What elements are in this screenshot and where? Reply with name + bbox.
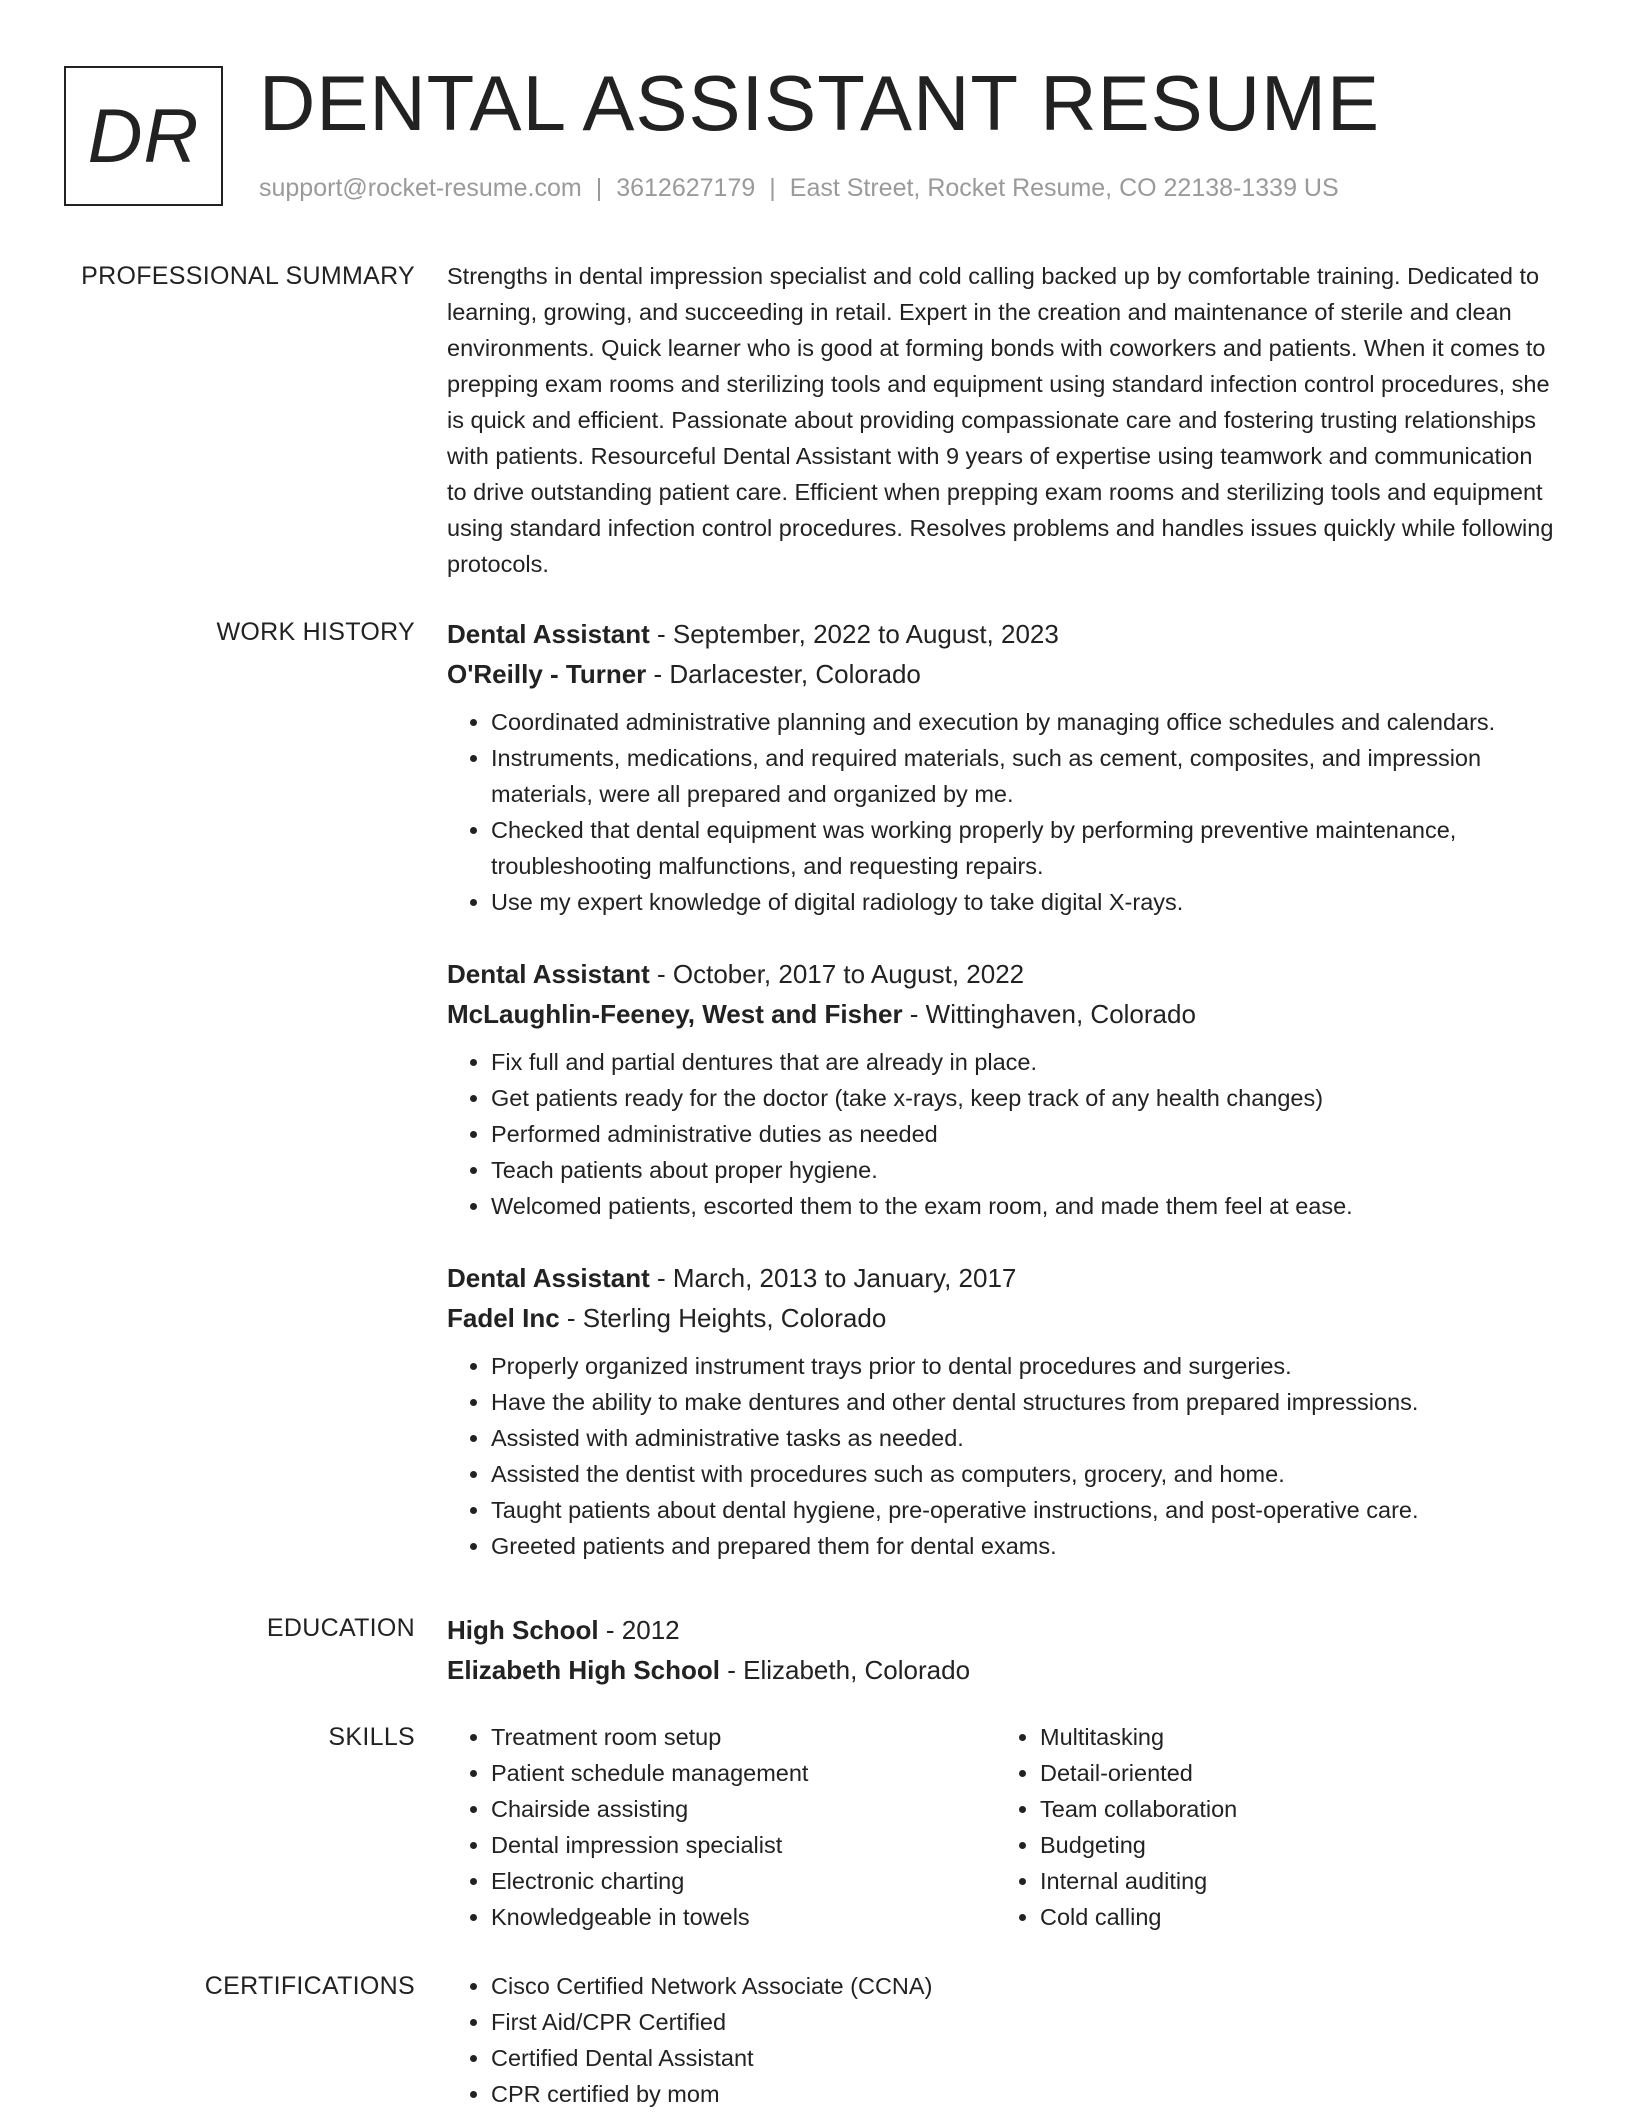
skills-content [447, 1719, 1557, 1935]
education-location: - Elizabeth, Colorado [720, 1655, 971, 1685]
list-item: • Certified Dental Assistant [491, 2040, 996, 2076]
job-location: - Darlacester, Colorado [646, 659, 921, 689]
contact-email[interactable]: support@rocket-resume.com [259, 174, 582, 202]
job-title-line [447, 1258, 1557, 1298]
list-item: • Cold calling [1040, 1899, 1545, 1935]
list-item: • Team collaboration [1040, 1791, 1545, 1827]
list-item: • Patient schedule management [491, 1755, 996, 1791]
job-company-line [447, 654, 1557, 694]
skills-list-left [447, 1719, 996, 1935]
contact-address: East Street, Rocket Resume, CO 22138-1339 US [789, 174, 1339, 202]
list-item: • Assisted the dentist with procedures such as computers, grocery, and home. [491, 1456, 1557, 1492]
list-item: • Welcomed patients, escorted them to the exam room, and made them feel at ease. [491, 1188, 1557, 1224]
list-item: • Greeted patients and prepared them for dental exams. [491, 1528, 1557, 1564]
list-item: • Knowledgeable in towels [491, 1899, 996, 1935]
list-item: • Cisco Certified Network Associate (CCNA) [491, 1968, 996, 2004]
contact-line [259, 174, 1339, 203]
section-label-summary: PROFESSIONAL SUMMARY [81, 262, 415, 290]
list-item: • Treatment room setup [491, 1719, 996, 1755]
list-item: • Detail-oriented [1040, 1755, 1545, 1791]
list-item: • Coordinated administrative planning and execution by managing office schedules and calendars. [491, 704, 1557, 740]
section-label-skills: SKILLS [328, 1723, 415, 1751]
list-item: • Budgeting [1040, 1827, 1545, 1863]
education-content [447, 1610, 1557, 1690]
job-duties-list [447, 704, 1557, 920]
job-dates: - October, 2017 to August, 2022 [649, 959, 1025, 989]
education-degree-line [447, 1610, 1557, 1650]
summary-text: Strengths in dental impression specialist and cold calling backed up by comfortable training. Dedicated to learning, growing, and succeeding in retail. Expert in the creation and maintenance of sterile and clean environments. Quick learner who is good at forming bonds with coworkers and patients. When it comes to prepping exam rooms and sterilizing tools and equipment using standard infection control procedures, she is quick and efficient. Passionate about providing compassionate care and fostering trusting relationships with patients. Resourceful Dental Assistant with 9 years of expertise using teamwork and communication to drive outstanding patient care. Efficient when prepping exam rooms and sterilizing tools and equipment using standard infection control procedures. Resolves problems and handles issues quickly while following protocols. [447, 263, 1554, 577]
list-item: • Electronic charting [491, 1863, 996, 1899]
education-degree: High School [447, 1615, 599, 1645]
list-item: • Performed administrative duties as needed [491, 1116, 1557, 1152]
education-school-line [447, 1650, 1557, 1690]
work-history-content [447, 614, 1557, 1598]
list-item: • Properly organized instrument trays prior to dental procedures and surgeries. [491, 1348, 1557, 1384]
job-company: Fadel Inc [447, 1303, 560, 1333]
list-item: • Have the ability to make dentures and other dental structures from prepared impressions. [491, 1384, 1557, 1420]
job-dates: - September, 2022 to August, 2023 [649, 619, 1059, 649]
list-item: • Instruments, medications, and required materials, such as cement, composites, and impression materials, were all prepared and organized by me. [491, 740, 1557, 812]
job-title: Dental Assistant [447, 1263, 650, 1293]
education-school: Elizabeth High School [447, 1655, 721, 1685]
section-label-work-history: WORK HISTORY [216, 618, 415, 646]
monogram-box [64, 66, 223, 206]
education-year: - 2012 [598, 1615, 680, 1645]
list-item: • Teach patients about proper hygiene. [491, 1152, 1557, 1188]
job-duties-list [447, 1348, 1557, 1564]
certifications-list [447, 1968, 996, 2112]
summary-content [447, 258, 1557, 582]
job-title-line [447, 614, 1557, 654]
resume-title: DENTAL ASSISTANT RESUME [259, 59, 1381, 147]
list-item: • Checked that dental equipment was working properly by performing preventive maintenance, troubleshooting malfunctions, and requesting repairs. [491, 812, 1557, 884]
job-company: O'Reilly - Turner [447, 659, 647, 689]
job-company-line [447, 1298, 1557, 1338]
job-company: McLaughlin-Feeney, West and Fisher [447, 999, 903, 1029]
job-entry [447, 954, 1557, 1224]
job-entry [447, 1258, 1557, 1564]
job-company-line [447, 994, 1557, 1034]
list-item: • Use my expert knowledge of digital radiology to take digital X-rays. [491, 884, 1557, 920]
list-item: • Multitasking [1040, 1719, 1545, 1755]
list-item: • Internal auditing [1040, 1863, 1545, 1899]
contact-phone[interactable]: 3612627179 [616, 174, 756, 202]
job-title: Dental Assistant [447, 619, 650, 649]
list-item: • Dental impression specialist [491, 1827, 996, 1863]
list-item: • First Aid/CPR Certified [491, 2004, 996, 2040]
job-title-line [447, 954, 1557, 994]
list-item: • Get patients ready for the doctor (take x-rays, keep track of any health changes) [491, 1080, 1557, 1116]
list-item: • Taught patients about dental hygiene, pre-operative instructions, and post-operative care. [491, 1492, 1557, 1528]
list-item: • Fix full and partial dentures that are already in place. [491, 1044, 1557, 1080]
job-location: - Wittinghaven, Colorado [902, 999, 1196, 1029]
job-location: - Sterling Heights, Colorado [559, 1303, 887, 1333]
certifications-content [447, 1968, 1557, 2112]
job-dates: - March, 2013 to January, 2017 [649, 1263, 1017, 1293]
section-label-certifications: CERTIFICATIONS [204, 1972, 415, 2000]
skills-list-right [996, 1719, 1545, 1935]
contact-separator: | [595, 174, 603, 202]
job-title: Dental Assistant [447, 959, 650, 989]
job-entry [447, 614, 1557, 920]
list-item: • CPR certified by mom [491, 2076, 996, 2112]
monogram-initials: DR [87, 93, 200, 179]
list-item: • Chairside assisting [491, 1791, 996, 1827]
job-duties-list [447, 1044, 1557, 1224]
section-label-education: EDUCATION [266, 1614, 415, 1642]
contact-separator: | [769, 174, 776, 202]
list-item: • Assisted with administrative tasks as needed. [491, 1420, 1557, 1456]
